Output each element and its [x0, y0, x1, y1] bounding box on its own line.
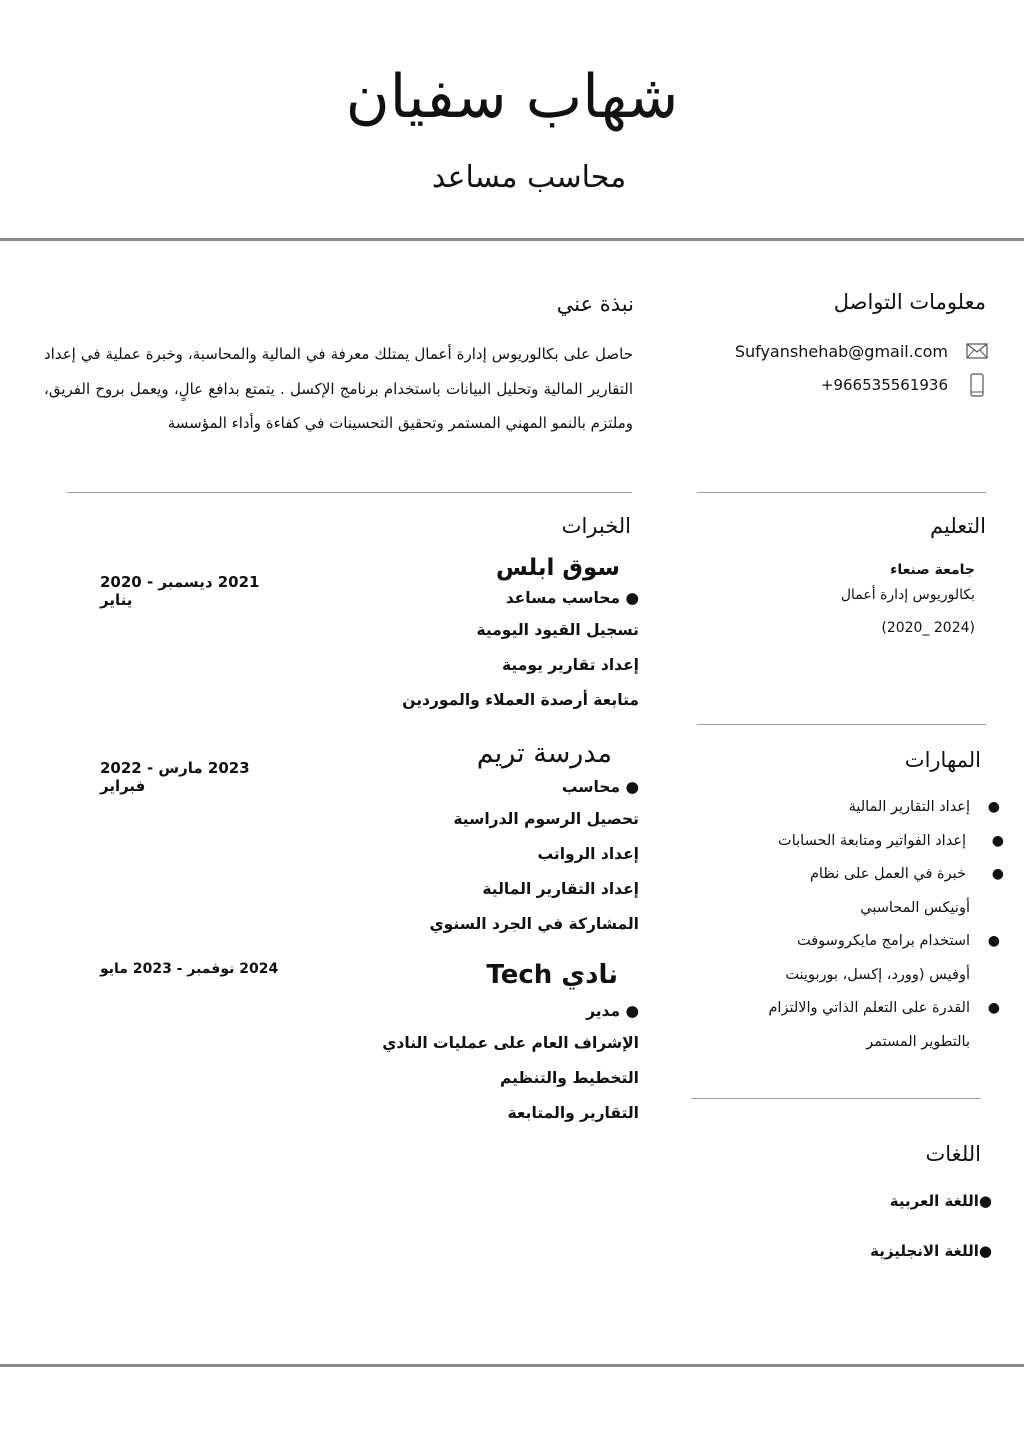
skill-item	[690, 992, 1000, 1026]
skill-text: استخدام برامج مايكروسوفت	[797, 933, 970, 949]
education-divider	[697, 724, 986, 725]
education-years: (2020_ 2024)	[881, 620, 975, 636]
candidate-role: محاسب مساعد	[431, 160, 627, 195]
job-task: الإشراف العام على عمليات النادي	[382, 1034, 639, 1052]
languages-title: اللغات	[925, 1142, 981, 1166]
skill-item-cont	[690, 892, 970, 926]
skill-item	[690, 791, 1000, 825]
skill-text: خبرة في العمل على نظام	[809, 866, 966, 882]
envelope-icon	[966, 340, 988, 362]
skill-item	[690, 825, 1004, 859]
job-company: سوق ابلس	[495, 555, 620, 581]
footer-divider	[0, 1364, 1024, 1367]
skill-text: القدرة على التعلم الذاتي والالتزام	[768, 1000, 970, 1016]
phone-text[interactable]: +966535561936	[820, 376, 948, 394]
job-details	[319, 996, 639, 1131]
header-divider	[0, 238, 1024, 241]
skill-item	[690, 858, 1004, 892]
candidate-name: شهاب سفيان	[345, 62, 679, 132]
job-company: مدرسة تريم	[476, 738, 612, 769]
skill-text: إعداد الفواتير ومتابعة الحسابات	[778, 832, 966, 849]
about-divider	[67, 492, 632, 493]
skill-item	[690, 925, 1000, 959]
job-task: إعداد تقارير يومية	[502, 656, 639, 674]
about-title: نبذة عني	[556, 292, 634, 316]
job-company: نادي Tech	[486, 960, 618, 990]
job-details	[319, 583, 639, 718]
skill-bullet: ●	[987, 1000, 1000, 1016]
skills-divider	[691, 1098, 981, 1099]
contact-phone-row	[668, 374, 988, 396]
skill-item-cont	[690, 959, 970, 993]
job-date: 2024 نوفمبر - 2023 مايو	[100, 961, 279, 977]
contact-title: معلومات التواصل	[833, 290, 986, 314]
email-text[interactable]: Sufyanshehab@gmail.com	[734, 341, 948, 361]
skill-text: بالتطوير المستمر	[866, 1033, 970, 1050]
education-university: جامعة صنعاء	[890, 562, 975, 578]
job-date: 2023 مارس - 2022 فبراير	[100, 759, 250, 795]
job-position: ● مدير	[586, 1002, 639, 1020]
skill-text: أونيكس المحاسبي	[860, 899, 970, 916]
skills-title: المهارات	[904, 748, 981, 772]
job-task: تسجيل القيود اليومية	[476, 621, 639, 639]
job-task: إعداد الرواتب	[537, 845, 639, 863]
about-text: حاصل على بكالوريوس إدارة أعمال يمتلك معرفة في المالية والمحاسبة، وخبرة عملية في إعداد التقارير المالية وتحليل البيانات باستخدام برنامج الإكسل . يتمتع بدافع عالٍ، ويعمل بروح الفريق، وملتزم بالنمو المهني المستمر وتحقيق التحسينات في كفاءة وأداء المؤسسة	[44, 345, 633, 432]
skill-text: أوفيس (وورد، إكسل، بوربوينت	[785, 966, 970, 983]
job-position: ● محاسب مساعد	[505, 589, 639, 607]
contact-email-row	[668, 340, 988, 362]
job-task: إعداد التقارير المالية	[482, 880, 639, 898]
skill-text: إعداد التقارير المالية	[848, 799, 970, 815]
job-task: التقارير والمتابعة	[507, 1104, 639, 1122]
phone-icon	[966, 374, 988, 396]
skills-list	[690, 791, 1004, 1059]
education-degree: بكالوريوس إدارة أعمال	[840, 587, 975, 603]
language-item-english: ●اللغة الانجليزية	[870, 1242, 992, 1260]
job-task: التخطيط والتنظيم	[499, 1069, 639, 1087]
job-details	[319, 772, 639, 942]
job-position: ● محاسب	[561, 778, 639, 796]
experience-title: الخبرات	[561, 514, 631, 538]
job-date: 2021 ديسمبر - 2020 يناير	[100, 573, 260, 609]
skill-bullet: ●	[987, 799, 1000, 815]
skill-item-cont	[690, 1026, 970, 1060]
job-task: تحصيل الرسوم الدراسية	[453, 810, 639, 828]
language-item-arabic: ●اللغة العربية	[889, 1192, 992, 1210]
education-title: التعليم	[930, 514, 986, 538]
skill-bullet: ●	[987, 933, 1000, 949]
skill-bullet: ●	[991, 832, 1004, 849]
job-task: المشاركة في الجرد السنوي	[429, 915, 639, 933]
job-task: متابعة أرصدة العملاء والموردين	[402, 691, 639, 709]
skill-bullet: ●	[991, 866, 1004, 882]
contact-divider	[697, 492, 986, 493]
